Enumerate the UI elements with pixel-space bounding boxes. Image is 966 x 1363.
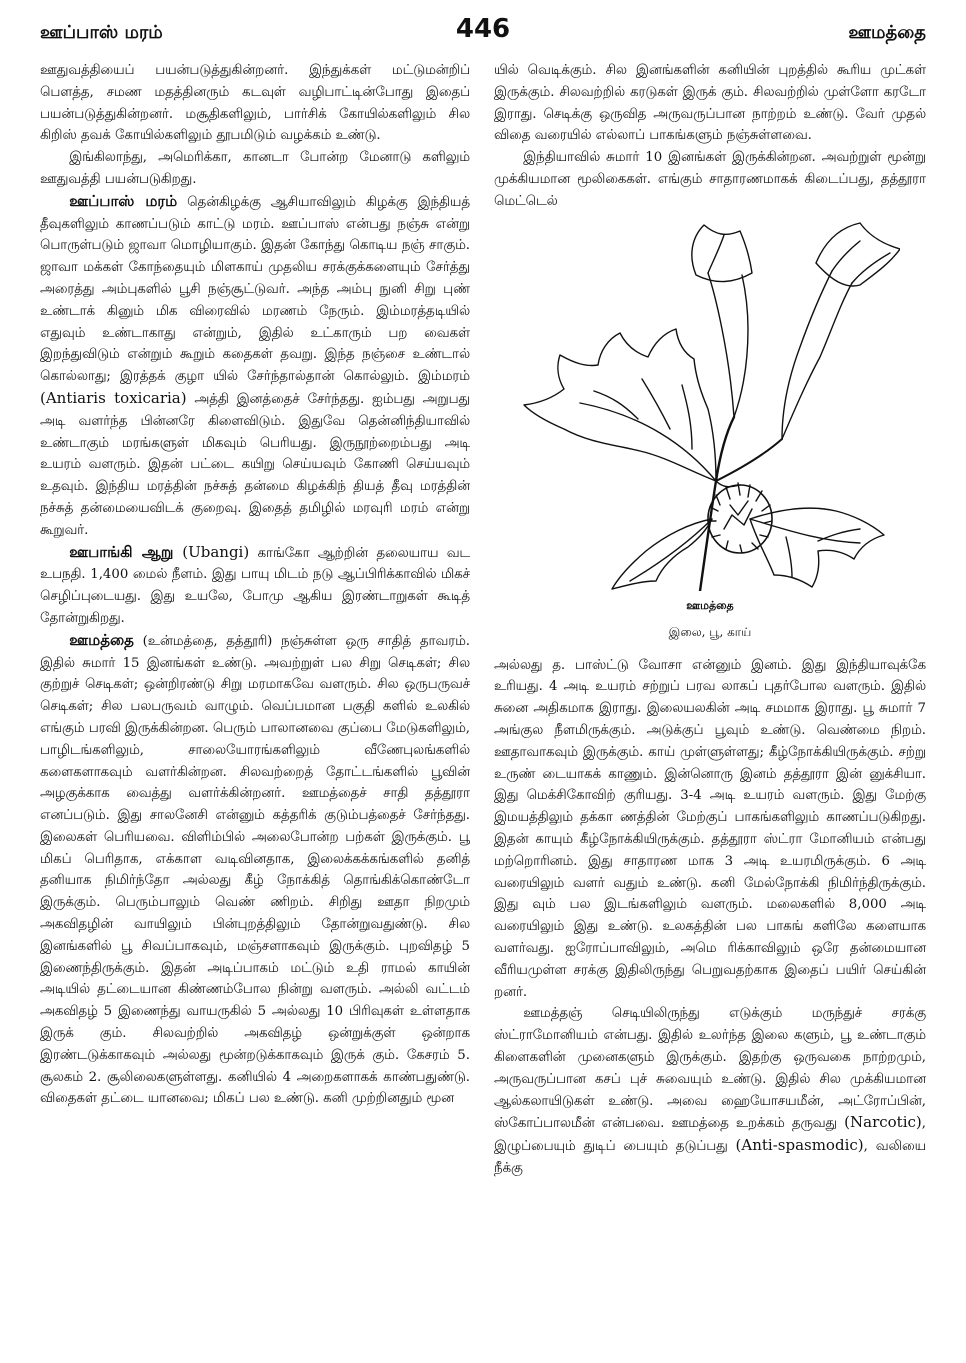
paragraph-datura-india: இந்தியாவில் சுமார் 10 இனங்கள் இருக்கின்றன. அவற்றுள் மூன்று முக்கியமான மூலிகைகள். எங்கும் சாதாரணமாகக் கிடைப்பது, தத்தூரா மெட்டெல்: [494, 150, 926, 209]
entry-ubangi-river: [40, 542, 470, 630]
left-column: [40, 60, 470, 1347]
paragraph-incense-west: இங்கிலாந்து, அமெரிக்கா, கானடா போன்ற மேனாடு களிலும் ஊதுவத்தி பயன்படுகிறது.: [40, 150, 470, 187]
paragraph-datura-continued: யில் வெடிக்கும். சில இனங்களின் கனியின் புறத்தில் கூரிய முட்கள் இருக்கும். சிலவற்றில் கரடுகள் இருக் கும். சிலவற்றில் முள்ளோ கரடோ இராது. செடிக்கு ஒருவித அருவருப்பான நாற்றம் உண்டு. வேர் முதல் விதை வரையில் எல்லாப் பாகங்களும் நஞ்சுள்ளவை.: [494, 63, 926, 144]
figure-caption-subtitle: இலை, பூ, காய்: [668, 625, 752, 640]
headword-upas-tree: ஊப்பாஸ் மரம்: [69, 191, 178, 210]
latin-term-antispasmodic: (Anti-spasmodic): [735, 1136, 864, 1155]
right-column: [494, 60, 926, 1347]
headword-datura: ஊமத்தை: [69, 630, 134, 649]
entry-upas-text-a: தென்கிழக்கு ஆசியாவிலும் கிழக்கு இந்தியத் தீவுகளிலும் காணப்படும் காட்டு மரம். ஊப்பாஸ் என்பது நஞ்சு என்று பொருள்படும் ஜாவா மொழியாகும். இதன் கோந்து கொடிய நஞ் சாகும். ஜாவா மக்கள் கோந்தையும் மிளகாய் முதலிய சரக்குக்களையும் சேர்த்து அரைத்து அம்புகளில் பூசி நஞ்சூட்டுவர். அந்த அம்பு நுனி சிறு புண் உண்டாக் கினும் மிக விரைவில் மரணம் நேரும். இம்மரத்தடியில் எதுவும் உண்டாகாது என்றும், இதில் உட்காரும் பற வைகள் இறந்துவிடும் என்றும் கூறும் கதைகள் தவறு. இந்த நஞ்சை உண்டால் கொல்லாது; இரத்தக் குழா யில் சேர்ந்தால்தான் கொல்லும். இம்மரம்: [40, 194, 470, 385]
paragraph-incense-use: ஊதுவத்தியைப் பயன்படுத்துகின்றனர். இந்துக்கள் மட்டுமன்றிப் பௌத்த, சமண மதத்தினரும் கடவுள் வழிபாட்டின்போது இதைப் பயன்படுத்துகின்றனர். மசூதிகளிலும், பார்சிக் கோயில்களிலும் சில கிறிஸ் தவக் கோயில்களிலும் தூபமிடும் வழக்கம் உண்டு.: [40, 63, 470, 144]
entry-datura: [40, 630, 470, 1111]
entry-datura-text: (உன்மத்தை, தத்தூரி) நஞ்சுள்ள ஒரு சாதித் தாவரம். இதில் சுமார் 15 இனங்கள் உண்டு. அவற்றுள் பல சிறு செடிகள்; சில குற்றுச் செடிகள்; ஒன்றிரண்டு சிறு மரமாகவே வளரும். சில ஒருபருவச் செடிகள்; சில பலபருவம் வாழும். வெப்பமான பகுதி களில் உலகில் எங்கும் பரவி இருக்கின்றன. பெரும் பாலானவை குப்பை மேடுகளிலும், பாழிடங்களிலும், சாலையோரங்களிலும் வீணேபுலங்களில் களைகளாகவும் வளர்கின்றன. சிலவற்றைத் தோட்டங்களில் பூவின் அழகுக்காக வைத்து வளர்க்கின்றனர். ஊமத்தைச் சாதி தத்தூரா எனப்படும். இது சாலனேசி என்னும் கத்தரிக் குடும்பத்தைச் சேர்ந்தது. இலைகள் பெரியவை. விளிம்பில் அலைபோன்ற பற்கள் இருக்கும். பூ மிகப் பெரிதாக, எக்காள வடிவினதாக, இலைக்கக்கங்களில் தனித் தனியாக நிமிர்ந்தோ அல்லது கீழ் நோக்கித் தொங்கிக்கொண்டோ இருக்கும். பெரும்பாலும் வெண் ணிறம். சிறிது ஊதா நிறமும் அகவிதழின் வாயிலும் பின்புறத்திலும் தோன்றுவதுண்டு. சில இனங்களில் பூ சிவப்பாகவும், மஞ்சளாகவும் இருக்கும். புறவிதழ் 5 இணைந்திருக்கும். இதன் அடிப்பாகம் மட்டும் உதி ராமல் காயின் அடியில் தட்டையான கிண்ணம்போல நின்று வளரும். அல்லி வட்டம் அகவிதழ் 5 இணைந்து வாயருகில் 5 அல்லது 10 பிரிவுகள் உள்ளதாக இருக் கும். சிலவற்றில் அகவிதழ் ஒன்றுக்குள் ஒன்றாக இரண்டடுக்காகவும் அல்லது மூன்றடுக்காகவும் இருக் கும். கேசரம் 5. சூலகம் 2. சூலிலைகளுள்ளது. கனியில் 4 அறைகளாகக் காண்பதுண்டு. விதைகள் தட்டை யானவை; மிகப் பல உண்டு. கனி முற்றினதும் மூன: [40, 633, 470, 1107]
latin-term-narcotic: (Narcotic): [844, 1113, 922, 1132]
stramonium-text-a: ஊமத்தஞ் செடியிலிருந்து எடுக்கும் மருந்துச் சரக்கு ஸ்ட்ராமோனியம் என்பது. இதில் உலர்ந்த இலை களும், பூ உண்டாகும் கிளைகளின் முனைகளும் இருக்கும். இதற்கு ஒருவகை நாற்றமும், அருவருப்பான கசப் புச் சுவையும் உண்டு. இதில் சில முக்கியமான ஆல்கலாயிடுகள் உண்டு. அவை ஹையோசயமீன், அட்ரோப்பின், ஸ்கோப்பாலமீன் என்பவை. ஊமத்தை உறக்கம் தருவது: [494, 1006, 926, 1132]
stramonium-text-c: , வலியை நீக்கு: [494, 1139, 926, 1176]
page-number: 446: [455, 14, 511, 44]
running-head-right: ஊமத்தை: [848, 22, 926, 43]
latin-name-antiaris: (Antiaris toxicaria): [40, 388, 187, 407]
entry-upas-tree: [40, 191, 470, 542]
running-head-left: ஊப்பாஸ் மரம்: [40, 22, 163, 43]
stramonium-text-b: , இழுப்பையும் துடிப் பையும் தடுப்பது: [494, 1116, 926, 1155]
entry-upas-text-b: அத்தி இனத்தைச் சேர்ந்தது. ஐம்பது அறுபது அடி வளர்ந்த பின்னரே கிளைவிடும். இதுவே தென்னிந்தியாவில் உண்டாகும் மரங்களுள் மிகவும் பெரியது. இருநூற்றைம்பது அடி உயரம் வளரும். இதன் பட்டை கயிறு செய்யவும் கோணி செய்யவும் உதவும். இந்திய மரத்தின் நச்சுத் தன்மை கிழக்கிந் தியத் தீவு மரத்தின் நச்சுத் தன்மையைவிடக் குறைவு. இதைத் தமிழில் மரவுரி மரம் என்று கூறுவர்.: [40, 391, 470, 538]
entry-ubangi-text: காங்கோ ஆற்றின் தலையாய வட உபநதி. 1,400 மைல் நீளம். இது பாயு மிடம் நடு ஆப்பிரிக்காவில் மிகச் செழிப்புடையது. இது உயலே, போமு ஆகிய இரண்டாறுகள் கூடித் தோன்றுகிறது.: [40, 545, 470, 626]
datura-plant-drawing: [520, 219, 900, 591]
figure-caption-title: ஊமத்தை: [686, 598, 734, 612]
paragraph-stramonium-drug: [494, 1003, 926, 1179]
latin-name-ubangi: (Ubangi): [173, 542, 250, 561]
datura-illustration: [494, 219, 926, 645]
headword-ubangi-river: ஊபாங்கி ஆறு: [69, 542, 174, 561]
page-header: [40, 14, 926, 48]
paragraph-datura-species: அல்லது த. பாஸ்ட்டு வோசா என்னும் இனம். இது இந்தியாவுக்கே உரியது. 4 அடி உயரம் சற்றுப் பரவ லாகப் புதர்போல வளரும். இதில் சுனை அதிகமாக இராது. இலையலகின் அடி சமமாக இராது. பூ சுமார் 7 அங்குல நீளமிருக்கும். அடுக்குப் பூவும் உண்டு. வெண்மை நிறம். ஊதாவாகவும் இருக்கும். காய் முள்ளுள்ளது; கீழ்நோக்கியிருக்கும். சற்று உருண் டையாகக் காணும். இன்னொரு இனம் தத்தூரா இன் னுக்சியா. இது மெக்சிகோவிற் குரியது. 3-4 அடி உயரம் வளரும். இது மேற்கு இமயத்திலும் தக்கா ணத்தின் மேற்குப் பாகங்களிலும் காணப்படுகிறது. இதன் காயும் கீழ்நோக்கியிருக்கும். தத்தூரா ஸ்ட்ரா மோனியம் என்பது மற்றொரினம். இது சாதாரண மாக 3 அடி உயரமிருக்கும். 6 அடி வரையிலும் வளர் வதும் உண்டு. கனி மேல்நோக்கி நிமிர்ந்திருக்கும். இது வும் பல இடங்களிலும் வளரும். மலைகளில் 8,000 அடி வரையிலும் இது உண்டு. உலகத்தின் பல பாகங் களிலே களையாக வளர்வது. ஐரோப்பாவிலும், அமெ ரிக்காவிலும் ஒரே தன்மையான வீரியமுள்ள சரக்கு இதிலிருந்து பெறுவதற்காக இதைப் பயிர் செய்கின் றனர்.: [494, 657, 926, 1000]
